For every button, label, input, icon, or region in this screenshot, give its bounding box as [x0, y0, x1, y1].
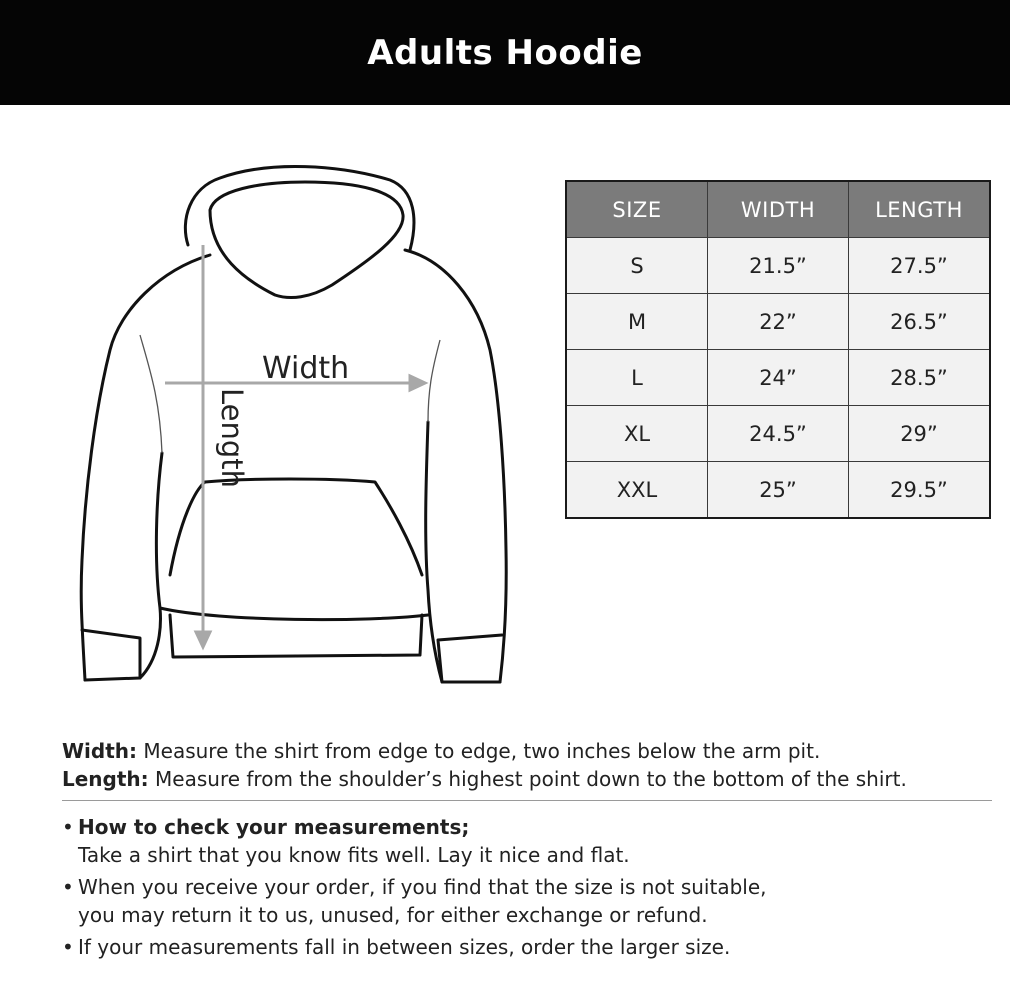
hood-outline — [185, 166, 414, 250]
hoodie-left-outline — [81, 255, 210, 680]
bullet-icon: • — [62, 935, 74, 959]
divider — [62, 800, 992, 801]
cell-size: L — [566, 350, 708, 406]
table-header-row — [566, 181, 990, 238]
page-header — [0, 0, 1010, 105]
bullet-icon: • — [62, 815, 74, 839]
header-width: WIDTH — [708, 181, 849, 238]
bullet-icon: • — [62, 875, 74, 899]
cell-length: 27.5” — [849, 238, 991, 294]
measurement-definitions — [62, 737, 1002, 793]
tip-text: you may return it to us, unused, for either exchange or refund. — [78, 903, 708, 927]
hood-inner-outline — [210, 182, 403, 298]
left-sleeve-inner — [140, 453, 162, 678]
table-row — [566, 294, 990, 350]
pocket-outline — [170, 479, 422, 575]
cell-size: M — [566, 294, 708, 350]
cell-size: S — [566, 238, 708, 294]
table-row — [566, 406, 990, 462]
tip-heading: How to check your measurements; — [78, 815, 470, 839]
width-text: Measure the shirt from edge to edge, two inches below the arm pit. — [143, 739, 821, 763]
cell-width: 24” — [708, 350, 849, 406]
cell-width: 21.5” — [708, 238, 849, 294]
right-cuff — [438, 635, 502, 682]
tip-item — [62, 813, 1002, 869]
size-chart-table — [565, 180, 991, 519]
header-size: SIZE — [566, 181, 708, 238]
page-title: Adults Hoodie — [367, 32, 643, 73]
tip-text: Take a shirt that you know fits well. Lay it nice and flat. — [78, 843, 630, 867]
length-definition — [62, 765, 1002, 793]
cell-length: 28.5” — [849, 350, 991, 406]
length-label: Length — [215, 388, 249, 489]
tip-text: When you receive your order, if you find that the size is not suitable, — [78, 875, 767, 899]
length-term: Length: — [62, 767, 149, 791]
table-row — [566, 462, 990, 519]
measurement-tips — [62, 813, 1002, 965]
width-term: Width: — [62, 739, 138, 763]
tip-item — [62, 873, 1002, 929]
cell-width: 22” — [708, 294, 849, 350]
table-row — [566, 238, 990, 294]
table-row — [566, 350, 990, 406]
body-bottom — [160, 608, 428, 620]
cell-size: XL — [566, 406, 708, 462]
left-cuff — [82, 630, 140, 680]
width-label: Width — [262, 351, 350, 386]
tip-text: If your measurements fall in between sizes, order the larger size. — [78, 935, 731, 959]
cell-size: XXL — [566, 462, 708, 519]
hoodie-diagram — [70, 160, 520, 695]
length-text: Measure from the shoulder’s highest point down to the bottom of the shirt. — [155, 767, 907, 791]
cell-length: 29.5” — [849, 462, 991, 519]
cell-width: 25” — [708, 462, 849, 519]
header-length: LENGTH — [849, 181, 991, 238]
cell-length: 29” — [849, 406, 991, 462]
cell-width: 24.5” — [708, 406, 849, 462]
tip-item — [62, 933, 1002, 961]
width-definition — [62, 737, 1002, 765]
cell-length: 26.5” — [849, 294, 991, 350]
